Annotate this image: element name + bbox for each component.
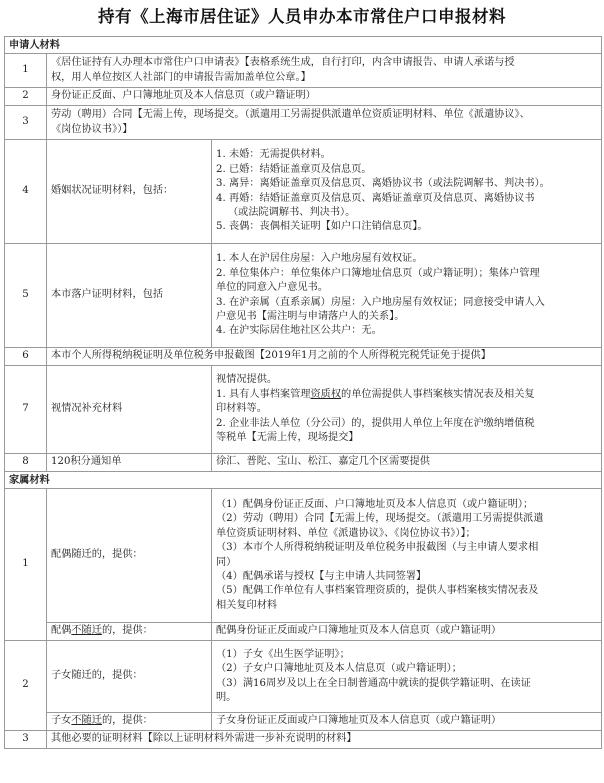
- row-content: [47, 106, 602, 140]
- row-label: 配偶随迁的，提供：: [47, 489, 212, 623]
- row-label: 本市落户证明材料，包括: [47, 244, 212, 348]
- row-content: [212, 641, 602, 713]
- row-number: 1: [5, 489, 47, 641]
- list-item: 2. 企业非法人单位（分公司）的，提供用人单位上年度在沪缴纳增值税: [216, 417, 535, 429]
- section-header-family: [5, 472, 602, 489]
- list-item: （4）配偶承诺与授权【与主申请人共同签署】: [216, 570, 427, 582]
- row-content: 徐汇、普陀、宝山、松江、嘉定几个区需要提供: [212, 454, 602, 472]
- list-item: （3）本市个人所得税纳税证明及单位税务申报截图（与主申请人要求相: [216, 542, 539, 554]
- section-title: 家属材料: [5, 472, 602, 489]
- list-item: （2）子女户口簿地址页及本人信息页（或户籍证明）；: [216, 663, 462, 675]
- list-item: 1. 本人在沪居住房屋：入户地房屋有效权证。: [216, 253, 423, 265]
- table-row: [5, 623, 602, 641]
- row-number: 6: [5, 348, 47, 366]
- row-content: 其他必要的证明材料【除以上证明材料外需进一步补充说明的材料】: [47, 731, 602, 749]
- list-item: （2）劳动（聘用）合同【无需上传，现场提交。（派遣用工另需提供派遣: [216, 513, 544, 525]
- row-number: 4: [5, 140, 47, 244]
- table-row: [5, 140, 602, 244]
- row-content: [212, 489, 602, 623]
- underlined-text: 不随迁: [71, 625, 102, 637]
- row-number: 3: [5, 106, 47, 140]
- list-item-continuation: 同）: [216, 556, 237, 568]
- table-row: [5, 106, 602, 140]
- list-item: （5）配偶工作单位有人事档案管理资质的，提供人事档案核实情况表及: [216, 585, 539, 597]
- underlined-text: 资质权: [310, 388, 342, 400]
- list-item-continuation: 印材料等。: [216, 403, 267, 415]
- row-content: 子女身份证正反面或户口簿地址页及本人信息页（或户籍证明）: [212, 713, 602, 731]
- table-row: [5, 366, 602, 454]
- row-number: 8: [5, 454, 47, 472]
- row-number: 5: [5, 244, 47, 348]
- text-line: 权，用人单位按区人社部门的申请报告需加盖单位公章。】: [51, 71, 311, 83]
- table-row: [5, 244, 602, 348]
- table-row: [5, 54, 602, 88]
- table-row: [5, 88, 602, 106]
- text-line: 劳动（聘用）合同【无需上传，现场提交。（派遣用工另需提供派遣单位资质证明材料、单位《派遣协议》、: [51, 109, 530, 121]
- section-header-applicant: [5, 37, 602, 54]
- table-row: [5, 731, 602, 749]
- row-label: 子女随迁的，提供：: [47, 641, 212, 713]
- table-row: [5, 713, 602, 731]
- section-title: 申请人材料: [5, 37, 602, 54]
- row-number: 2: [5, 641, 47, 731]
- table-row: [5, 641, 602, 713]
- list-item: （3）满16周岁及以上在全日制普通高中就读的提供学籍证明、在读证: [216, 677, 531, 689]
- materials-table: [4, 36, 602, 749]
- list-item: 3. 在沪亲属（直系亲属）房屋：入户地房屋有效权证；同意接受申请人入: [216, 296, 545, 308]
- row-number: 3: [5, 731, 47, 749]
- row-label-text: 配偶不随迁的，提供：: [51, 625, 153, 637]
- list-item: 3. 离异：离婚证盖章页及信息页、离婚协议书（或法院调解书、判决书）。: [216, 178, 550, 190]
- row-label-text: 子女不随迁的，提供：: [51, 715, 153, 727]
- list-item-continuation: 单位资质证明材料、单位《派遣协议》、《岗位协议书》）】；: [216, 527, 476, 539]
- row-content: [47, 348, 602, 366]
- row-content: [47, 88, 602, 106]
- list-item: 2. 已婚：结婚证盖章页及信息页。: [216, 163, 372, 175]
- list-item: 2. 单位集体户：单位集体户口簿地址信息页（或户籍证明）；集体户管理: [216, 267, 540, 279]
- table-row: [5, 489, 602, 623]
- document-title: 持有《上海市居住证》人员申办本市常住户口申报材料: [98, 7, 506, 26]
- list-item: 1. 具有人事档案管理资质权的单位需提供人事档案核实情况表及相关复: [216, 388, 535, 400]
- text-line: 身份证正反面、户口簿地址页及本人信息页（或户籍证明）: [51, 90, 316, 102]
- list-item: 4. 再婚：结婚证盖章页及信息页、离婚证盖章页及信息页、离婚协议书: [216, 192, 535, 204]
- list-item: 5. 丧偶：丧偶相关证明【如户口注销信息页】。: [216, 221, 428, 233]
- table-row: [5, 348, 602, 366]
- list-item-continuation: 相关复印材料: [216, 599, 278, 611]
- row-label: 120积分通知单: [47, 454, 212, 472]
- text-line: 《居住证持有人办理本市常住户口申请表》【表格系统生成，自行打印，内含申请报告、申请人承诺与授: [51, 57, 515, 69]
- list-item-continuation: 明。: [216, 691, 237, 703]
- list-item-continuation: （或法院调解书、判决书）。: [228, 206, 356, 218]
- list-item: 1. 未婚：无需提供材料。: [216, 149, 331, 161]
- row-number: 1: [5, 54, 47, 88]
- row-label: 婚姻状况证明材料，包括：: [47, 140, 212, 244]
- row-number: 2: [5, 88, 47, 106]
- list-item-continuation: 等税单【无需上传，现场提交】: [216, 432, 359, 444]
- row-content: [212, 140, 602, 244]
- text-line: 《岗位协议书》）】: [51, 123, 133, 135]
- text-line: 本市个人所得税纳税证明及单位税务申报截图【2019年1月之前的个人所得税完税凭证免于提供】: [51, 350, 491, 362]
- list-item: 视情况提供。: [216, 374, 278, 386]
- row-label: [47, 713, 212, 731]
- row-number: 7: [5, 366, 47, 454]
- row-content: [212, 244, 602, 348]
- list-item: （1）配偶身份证正反面、户口簿地址页及本人信息页（或户籍证明）；: [216, 498, 534, 510]
- row-label: 视情况补充材料: [47, 366, 212, 454]
- row-content: 配偶身份证正反面或户口簿地址页及本人信息页（或户籍证明）: [212, 623, 602, 641]
- list-item-continuation: 户意见书【需注明与申请落户人的关系】。: [216, 310, 405, 322]
- list-item: （1）子女《出生医学证明》；: [216, 648, 350, 660]
- table-row: [5, 454, 602, 472]
- list-item-continuation: 单位的同意入户意见书。: [216, 282, 329, 294]
- row-content: [47, 54, 602, 88]
- row-label: [47, 623, 212, 641]
- list-item: 4. 在沪实际居住地社区公共户：无。: [216, 325, 382, 337]
- underlined-text: 不随迁: [71, 715, 102, 727]
- row-content: [212, 366, 602, 454]
